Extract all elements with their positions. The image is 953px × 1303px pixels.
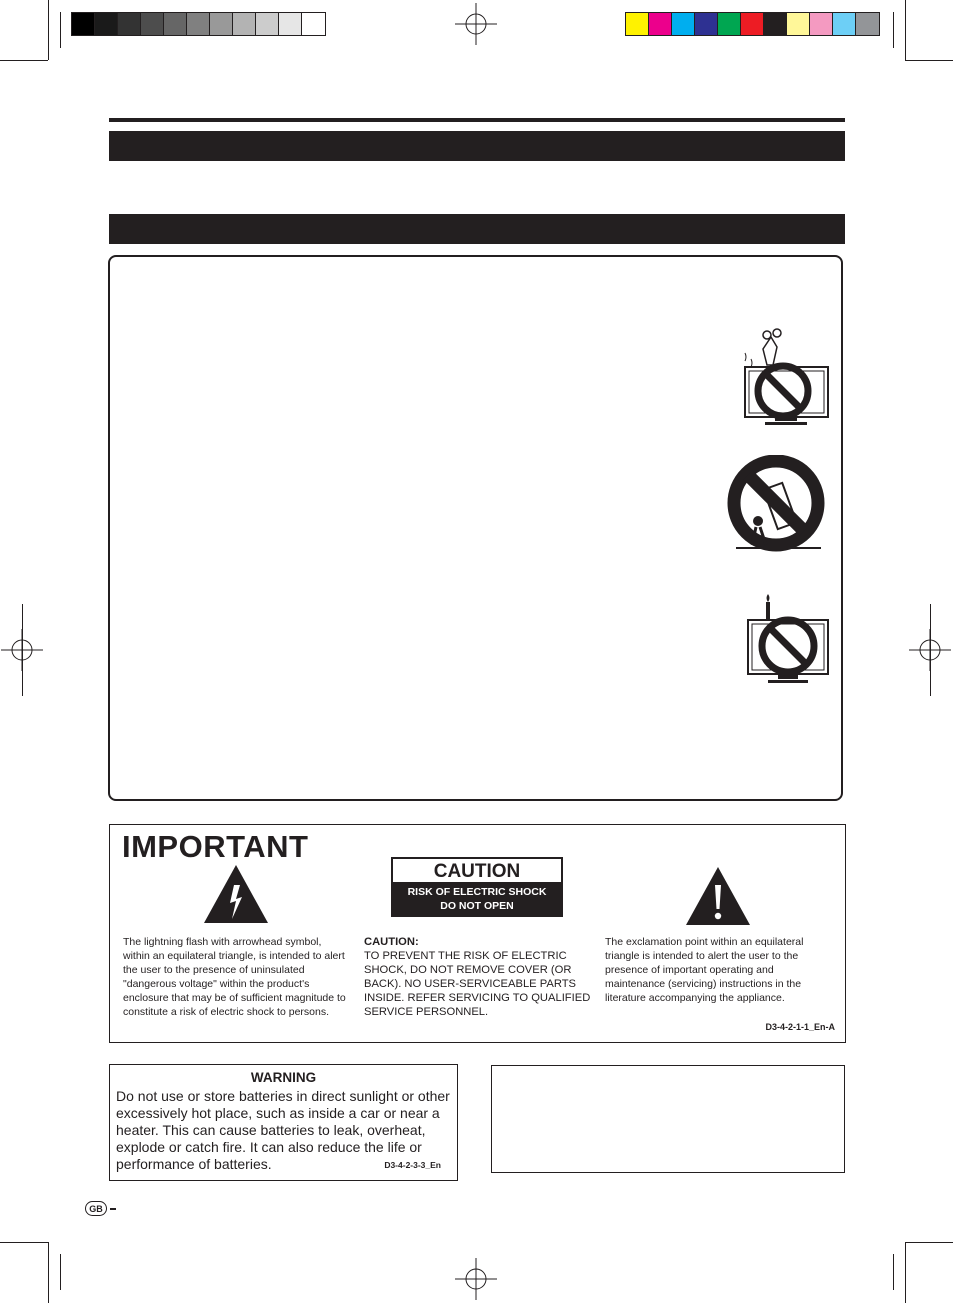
color-swatch-6: [764, 13, 787, 35]
blank-info-box: [491, 1065, 845, 1173]
no-cart-tipping-icon: [726, 455, 831, 555]
color-swatch-9: [833, 13, 856, 35]
important-title: IMPORTANT: [122, 829, 309, 864]
color-swatch-8: [810, 13, 833, 35]
gray-swatch-1: [95, 13, 118, 35]
header-rule: [109, 118, 845, 122]
gray-swatch-2: [118, 13, 141, 35]
color-swatch-5: [741, 13, 764, 35]
page-number-dash: [110, 1208, 116, 1210]
gray-swatch-9: [279, 13, 302, 35]
crop-mark-left-vertical: [22, 604, 23, 696]
registration-mark-top: [455, 3, 497, 45]
gray-swatch-7: [233, 13, 256, 35]
caution-text: TO PREVENT THE RISK OF ELECTRIC SHOCK, DO NOT REMOVE COVER (OR BACK). NO USER-SERVICEABLE PARTS INSIDE. REFER SERVICING TO QUALIFIED SERVICE PERSONNEL.: [364, 950, 591, 1018]
grayscale-swatches: [71, 12, 326, 36]
color-swatches: [625, 12, 880, 36]
important-code: D3-4-2-1-1_En-A: [765, 1022, 835, 1032]
color-swatch-7: [787, 13, 810, 35]
caution-plate: [391, 857, 563, 917]
caution-plate-line-1: RISK OF ELECTRIC SHOCK: [407, 886, 547, 898]
lightning-triangle-icon: [204, 865, 268, 923]
color-swatch-1: [649, 13, 672, 35]
color-swatch-10: [856, 13, 879, 35]
gray-swatch-8: [256, 13, 279, 35]
battery-warning-box: [109, 1064, 458, 1181]
warning-code: D3-4-2-3-3_En: [384, 1160, 441, 1170]
crop-mark-right-vertical: [930, 604, 931, 696]
caution-plate-subtitle: [393, 882, 561, 915]
no-candle-on-tv-icon: [740, 592, 833, 688]
warning-title: WARNING: [250, 1070, 317, 1085]
color-swatch-3: [695, 13, 718, 35]
caution-plate-line-2: DO NOT OPEN: [440, 900, 514, 912]
exclamation-description: The exclamation point within an equilateral triangle is intended to alert the user to the presence of important operating and maintenance (servicing) instructions in the literature accompanying the appliance.: [605, 936, 804, 1004]
gray-swatch-10: [302, 13, 325, 35]
important-box: [109, 824, 846, 1043]
gray-swatch-4: [164, 13, 187, 35]
gray-swatch-6: [210, 13, 233, 35]
section-bar-2: [109, 214, 845, 244]
caution-heading: CAUTION:: [364, 936, 419, 948]
warning-text: Do not use or store batteries in direct sunlight or other excessively hot place, such as inside a car or near a heater. This can cause batteries to leak, overheat, explode or catch fire. It can also reduce the life or performance of batteries.: [116, 1088, 450, 1172]
caution-statement: [364, 935, 592, 1019]
registration-mark-bottom: [455, 1258, 497, 1300]
exclamation-triangle-icon: [686, 867, 750, 925]
gray-swatch-5: [187, 13, 210, 35]
color-swatch-2: [672, 13, 695, 35]
gray-swatch-3: [141, 13, 164, 35]
caution-plate-title: CAUTION: [433, 861, 521, 882]
color-swatch-0: [626, 13, 649, 35]
no-vase-on-tv-icon: [735, 327, 832, 429]
gray-swatch-0: [72, 13, 95, 35]
lightning-description: The lightning flash with arrowhead symbol, within an equilateral triangle, is intended to alert the user to the presence of uninsulated "dangerous voltage" within the product's enclosure that may be of sufficient magnitude to constitute a risk of electric shock to persons.: [123, 936, 346, 1018]
color-swatch-4: [718, 13, 741, 35]
section-bar-1: [109, 131, 845, 161]
region-badge: GB: [85, 1201, 107, 1216]
